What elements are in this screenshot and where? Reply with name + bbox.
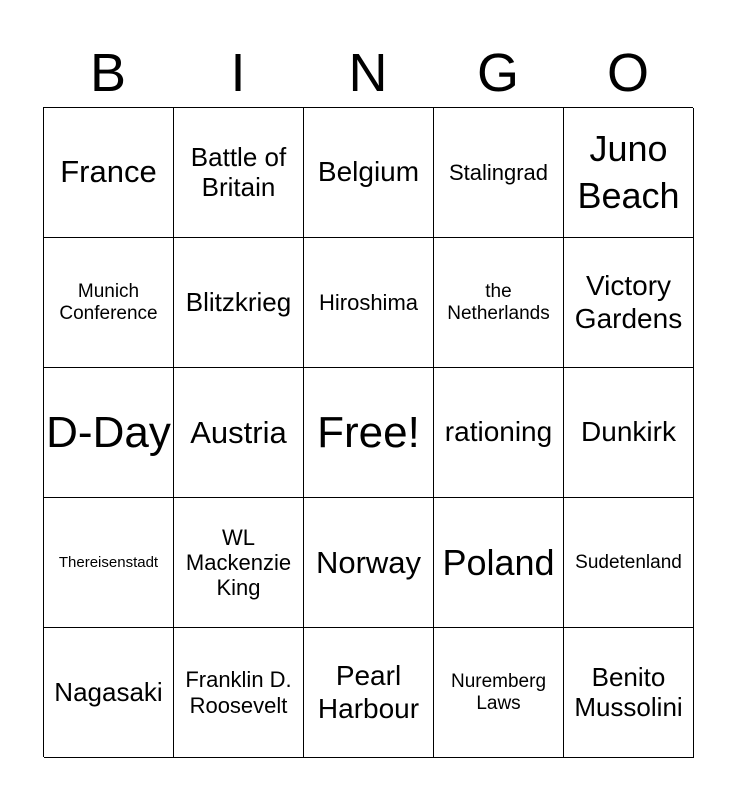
bingo-cell[interactable]: Austria — [174, 368, 304, 498]
bingo-cell[interactable]: Hiroshima — [304, 238, 434, 368]
bingo-header — [43, 42, 693, 104]
bingo-board — [43, 107, 693, 757]
header-letter-n: N — [348, 43, 388, 103]
bingo-cell[interactable]: Stalingrad — [434, 108, 564, 238]
bingo-cell[interactable]: Battle of Britain — [174, 108, 304, 238]
bingo-cell[interactable]: Norway — [304, 498, 434, 628]
bingo-cell[interactable]: Juno Beach — [564, 108, 694, 238]
header-letter-i: I — [230, 43, 246, 103]
bingo-cell[interactable]: the Netherlands — [434, 238, 564, 368]
bingo-cell[interactable]: Nuremberg Laws — [434, 628, 564, 758]
bingo-cell[interactable]: rationing — [434, 368, 564, 498]
bingo-cell[interactable]: Franklin D. Roosevelt — [174, 628, 304, 758]
bingo-cell[interactable]: Thereisenstadt — [44, 498, 174, 628]
header-letter-b: B — [89, 43, 127, 103]
bingo-cell[interactable]: Victory Gardens — [564, 238, 694, 368]
bingo-cell[interactable]: Munich Conference — [44, 238, 174, 368]
header-letter-g: G — [476, 43, 519, 103]
bingo-cell[interactable]: Belgium — [304, 108, 434, 238]
bingo-cell[interactable]: D-Day — [44, 368, 174, 498]
header-letter-o: O — [606, 43, 649, 103]
bingo-cell[interactable]: Pearl Harbour — [304, 628, 434, 758]
bingo-cell[interactable]: Poland — [434, 498, 564, 628]
bingo-cell[interactable]: Benito Mussolini — [564, 628, 694, 758]
bingo-cell[interactable]: WL Mackenzie King — [174, 498, 304, 628]
free-space-cell[interactable]: Free! — [304, 368, 434, 498]
bingo-cell[interactable]: Nagasaki — [44, 628, 174, 758]
bingo-cell[interactable]: Dunkirk — [564, 368, 694, 498]
bingo-cell[interactable]: France — [44, 108, 174, 238]
bingo-cell[interactable]: Blitzkrieg — [174, 238, 304, 368]
bingo-cell[interactable]: Sudetenland — [564, 498, 694, 628]
